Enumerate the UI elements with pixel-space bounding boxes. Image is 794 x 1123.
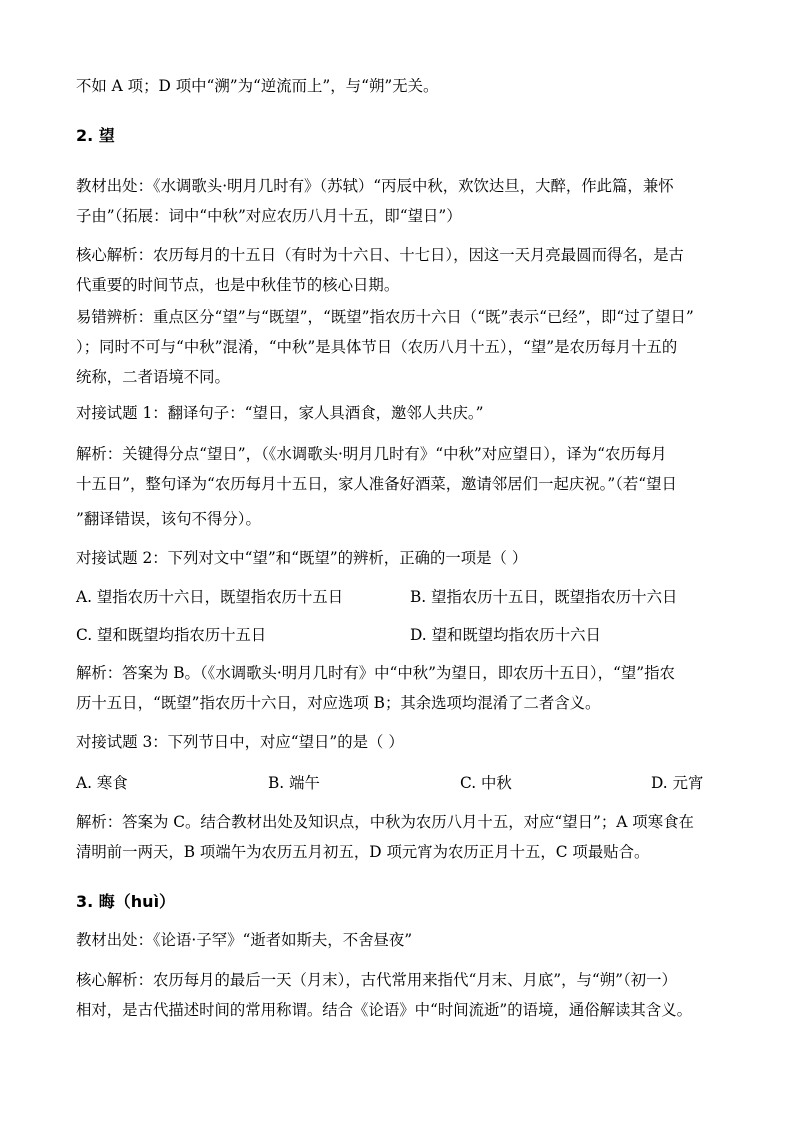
question-1: 对接试题 1：翻译句子：“望日，家人具酒食，邀邻人共庆。”: [76, 404, 484, 422]
question-2: 对接试题 2：下列对文中“望”和“既望”的辨析，正确的一项是（ ）: [76, 549, 528, 567]
question-3-option-b: B. 端午: [268, 774, 320, 792]
core-analysis: 核心解析：农历每月的最后一天（月末），古代常用来指代“月末、月底”，与“朔”（初一）: [76, 971, 677, 989]
answer-1: 解析：关键得分点“望日”，（《水调歌头·明月几时有》“中秋”对应望日），译为“农历每月: [76, 445, 667, 463]
error-analysis-cont: 统称，二者语境不同。: [76, 368, 230, 386]
question-3-option-d: D. 元宵: [651, 774, 704, 792]
question-3-option-a: A. 寒食: [76, 774, 128, 792]
section-heading-wang: 2. 望: [76, 126, 115, 145]
section-heading-hui: 3. 晦（huì）: [76, 892, 176, 911]
error-analysis: 易错辨析：重点区分“望”与“既望”，“既望”指农历十六日（“既”表示“已经”，即“过了望日”: [76, 308, 694, 326]
textbook-source: 教材出处：《论语·子罕》“逝者如斯夫，不舍昼夜”: [76, 931, 413, 949]
question-3: 对接试题 3：下列节日中，对应“望日”的是（ ）: [76, 733, 404, 751]
textbook-source-cont: 子由”（拓展：词中“中秋”对应农历八月十五，即“望日”）: [76, 207, 462, 225]
question-2-option-c: C. 望和既望均指农历十五日: [76, 626, 267, 644]
text-line: 不如 A 项；D 项中“溯”为“逆流而上”，与“朔”无关。: [76, 77, 439, 95]
answer-3: 解析：答案为 C。结合教材出处及知识点，中秋为农历八月十五，对应“望日”；A 项寒食在: [76, 813, 694, 831]
error-analysis-cont: ）；同时不可与“中秋”混淆，“中秋”是具体节日（农历八月十五），“望”是农历每月十五的: [76, 338, 678, 356]
core-analysis-cont: 相对，是古代描述时间的常用称谓。结合《论语》中“时间流逝”的语境，通俗解读其含义。: [76, 1001, 692, 1019]
question-3-option-c: C. 中秋: [460, 774, 512, 792]
core-analysis: 核心解析：农历每月的十五日（有时为十六日、十七日），因这一天月亮最圆而得名，是古: [76, 246, 684, 264]
question-2-option-d: D. 望和既望均指农历十六日: [410, 626, 601, 644]
answer-1-cont: 十五日”，整句译为“农历每月十五日，家人准备好酒菜，邀请邻居们一起庆祝。”（若“望日: [76, 475, 677, 493]
question-2-option-a: A. 望指农历十六日，既望指农历十五日: [76, 588, 344, 606]
textbook-source: 教材出处：《水调歌头·明月几时有》（苏轼）“丙辰中秋，欢饮达旦，大醉，作此篇，兼怀: [76, 177, 674, 195]
core-analysis-cont: 代重要的时间节点，也是中秋佳节的核心日期。: [76, 276, 400, 294]
answer-3-cont: 清明前一两天，B 项端午为农历五月初五，D 项元宵为农历正月十五，C 项最贴合。: [76, 843, 650, 861]
answer-2: 解析：答案为 B。（《水调歌头·明月几时有》中“中秋”为望日，即农历十五日），“望”指农: [76, 664, 675, 682]
answer-2-cont: 历十五日，“既望”指农历十六日，对应选项 B；其余选项均混淆了二者含义。: [76, 694, 601, 712]
question-2-option-b: B. 望指农历十五日，既望指农历十六日: [410, 588, 678, 606]
answer-1-cont: ”翻译错误，该句不得分）。: [76, 510, 261, 528]
